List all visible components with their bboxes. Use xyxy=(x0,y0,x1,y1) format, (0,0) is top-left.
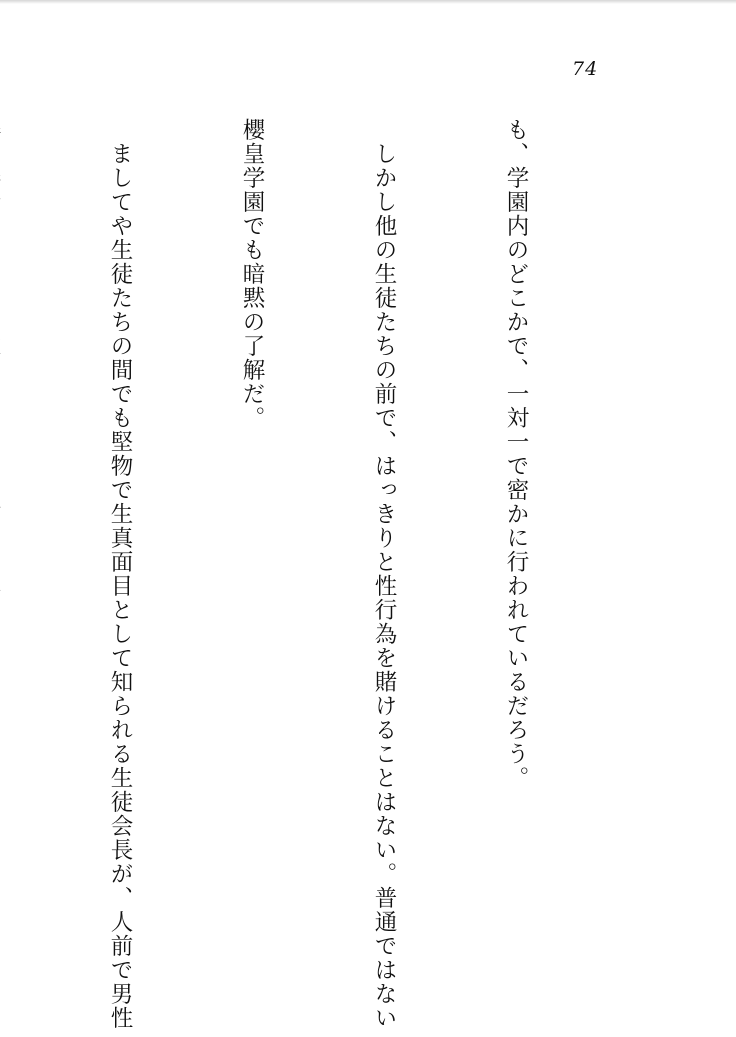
text-line: ましてや生徒たちの間でも堅物で生真面目として知られる生徒会長が、人前で男性 xyxy=(107,118,133,1030)
body-text xyxy=(86,118,626,1030)
page-number: 74 xyxy=(572,58,599,80)
text-line: も、学園内のどこかで、一対一で密かに行われているだろう。 xyxy=(503,118,529,790)
header-rule xyxy=(0,0,736,4)
text-line xyxy=(0,118,10,1008)
text-line: しかし他の生徒たちの前で、はっきりと性行為を賭けることはない。普通ではない xyxy=(371,118,397,1030)
text-line: 櫻皇学園でも暗黙の了解だ。 xyxy=(239,118,265,430)
